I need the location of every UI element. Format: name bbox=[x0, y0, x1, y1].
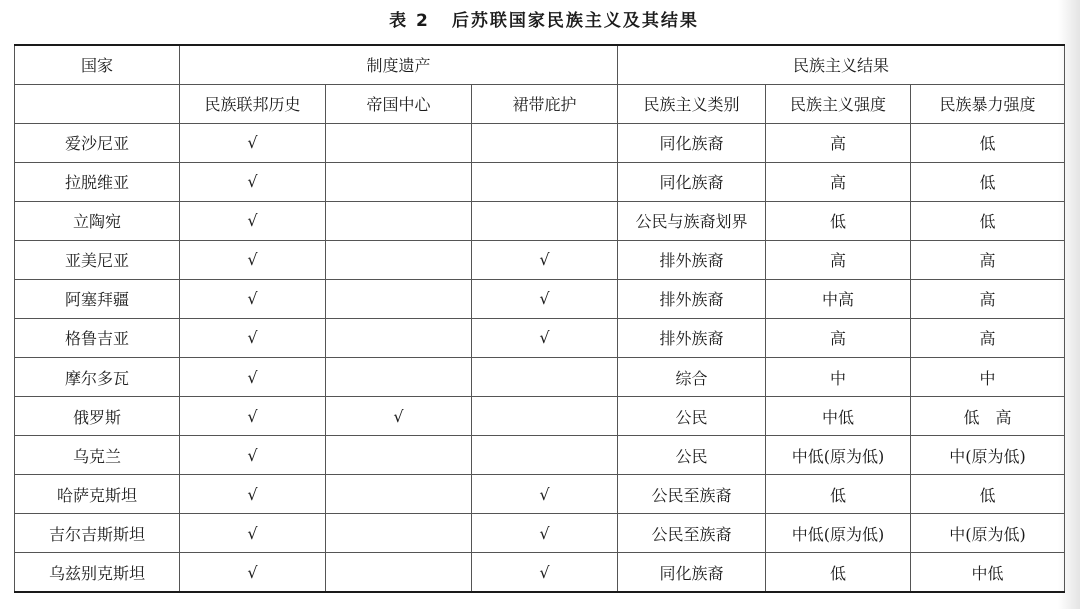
cell-patronage: √ bbox=[472, 240, 618, 279]
header-violence-intensity: 民族暴力强度 bbox=[911, 84, 1065, 123]
table-number: 表 2 bbox=[389, 11, 430, 31]
cell-violence-intensity: 中(原为低) bbox=[911, 514, 1065, 553]
cell-violence-intensity: 低 bbox=[911, 162, 1065, 201]
cell-federal-history: √ bbox=[180, 123, 326, 162]
cell-imperial-center bbox=[326, 357, 472, 396]
header-imperial-center: 帝国中心 bbox=[326, 84, 472, 123]
table-row bbox=[15, 475, 1065, 514]
cell-violence-intensity: 低 bbox=[911, 201, 1065, 240]
cell-patronage: √ bbox=[472, 514, 618, 553]
cell-federal-history: √ bbox=[180, 318, 326, 357]
cell-country: 哈萨克斯坦 bbox=[15, 475, 180, 514]
cell-violence-intensity: 中低 bbox=[911, 553, 1065, 592]
cell-nationalism-category: 同化族裔 bbox=[618, 123, 766, 162]
table-row bbox=[15, 436, 1065, 475]
table-row bbox=[15, 240, 1065, 279]
cell-patronage bbox=[472, 123, 618, 162]
cell-violence-intensity: 中 bbox=[911, 357, 1065, 396]
header-patronage: 裙带庇护 bbox=[472, 84, 618, 123]
cell-federal-history: √ bbox=[180, 553, 326, 592]
cell-violence-intensity: 低 高 bbox=[911, 397, 1065, 436]
cell-country: 乌兹别克斯坦 bbox=[15, 553, 180, 592]
cell-federal-history: √ bbox=[180, 279, 326, 318]
cell-imperial-center bbox=[326, 318, 472, 357]
cell-federal-history: √ bbox=[180, 201, 326, 240]
cell-patronage bbox=[472, 436, 618, 475]
cell-patronage bbox=[472, 397, 618, 436]
cell-federal-history: √ bbox=[180, 436, 326, 475]
table-title: 后苏联国家民族主义及其结果 bbox=[451, 11, 699, 31]
cell-federal-history: √ bbox=[180, 357, 326, 396]
cell-country: 阿塞拜疆 bbox=[15, 279, 180, 318]
cell-nationalism-category: 综合 bbox=[618, 357, 766, 396]
table-caption bbox=[0, 6, 1080, 31]
cell-violence-intensity: 中(原为低) bbox=[911, 436, 1065, 475]
cell-nationalism-intensity: 高 bbox=[766, 318, 911, 357]
cell-patronage: √ bbox=[472, 553, 618, 592]
cell-nationalism-intensity: 中低 bbox=[766, 397, 911, 436]
header-group-institutional: 制度遗产 bbox=[180, 45, 618, 84]
cell-patronage bbox=[472, 201, 618, 240]
header-country: 国家 bbox=[15, 45, 180, 84]
cell-violence-intensity: 低 bbox=[911, 123, 1065, 162]
table-row bbox=[15, 318, 1065, 357]
cell-federal-history: √ bbox=[180, 475, 326, 514]
cell-country: 摩尔多瓦 bbox=[15, 357, 180, 396]
cell-nationalism-intensity: 高 bbox=[766, 123, 911, 162]
cell-patronage: √ bbox=[472, 279, 618, 318]
cell-violence-intensity: 高 bbox=[911, 279, 1065, 318]
cell-nationalism-intensity: 中低(原为低) bbox=[766, 436, 911, 475]
cell-federal-history: √ bbox=[180, 240, 326, 279]
cell-nationalism-category: 同化族裔 bbox=[618, 553, 766, 592]
cell-country: 乌克兰 bbox=[15, 436, 180, 475]
cell-imperial-center bbox=[326, 279, 472, 318]
cell-country: 吉尔吉斯斯坦 bbox=[15, 514, 180, 553]
cell-nationalism-intensity: 高 bbox=[766, 162, 911, 201]
cell-country: 爱沙尼亚 bbox=[15, 123, 180, 162]
cell-nationalism-category: 公民 bbox=[618, 397, 766, 436]
cell-imperial-center bbox=[326, 514, 472, 553]
cell-country: 亚美尼亚 bbox=[15, 240, 180, 279]
header-nationalism-category: 民族主义类别 bbox=[618, 84, 766, 123]
cell-nationalism-category: 排外族裔 bbox=[618, 240, 766, 279]
header-federal-history: 民族联邦历史 bbox=[180, 84, 326, 123]
table-row bbox=[15, 201, 1065, 240]
cell-country: 拉脱维亚 bbox=[15, 162, 180, 201]
cell-nationalism-category: 排外族裔 bbox=[618, 279, 766, 318]
cell-imperial-center bbox=[326, 436, 472, 475]
cell-nationalism-intensity: 低 bbox=[766, 553, 911, 592]
cell-country: 立陶宛 bbox=[15, 201, 180, 240]
table-row bbox=[15, 123, 1065, 162]
header-row-columns bbox=[15, 84, 1065, 123]
cell-nationalism-intensity: 中 bbox=[766, 357, 911, 396]
cell-country: 格鲁吉亚 bbox=[15, 318, 180, 357]
cell-nationalism-category: 同化族裔 bbox=[618, 162, 766, 201]
table-row bbox=[15, 553, 1065, 592]
cell-nationalism-category: 排外族裔 bbox=[618, 318, 766, 357]
cell-imperial-center bbox=[326, 162, 472, 201]
cell-imperial-center bbox=[326, 240, 472, 279]
cell-nationalism-intensity: 低 bbox=[766, 201, 911, 240]
cell-nationalism-category: 公民与族裔划界 bbox=[618, 201, 766, 240]
cell-nationalism-category: 公民至族裔 bbox=[618, 514, 766, 553]
header-group-outcome: 民族主义结果 bbox=[618, 45, 1065, 84]
cell-patronage bbox=[472, 357, 618, 396]
cell-imperial-center bbox=[326, 553, 472, 592]
table-row bbox=[15, 357, 1065, 396]
header-row-groups bbox=[15, 45, 1065, 84]
cell-patronage: √ bbox=[472, 475, 618, 514]
table-row bbox=[15, 397, 1065, 436]
cell-violence-intensity: 低 bbox=[911, 475, 1065, 514]
cell-violence-intensity: 高 bbox=[911, 240, 1065, 279]
cell-country: 俄罗斯 bbox=[15, 397, 180, 436]
table-row bbox=[15, 162, 1065, 201]
cell-patronage: √ bbox=[472, 318, 618, 357]
cell-imperial-center: √ bbox=[326, 397, 472, 436]
cell-nationalism-intensity: 低 bbox=[766, 475, 911, 514]
nationalism-table bbox=[14, 44, 1065, 593]
cell-nationalism-category: 公民 bbox=[618, 436, 766, 475]
header-blank bbox=[15, 84, 180, 123]
cell-nationalism-intensity: 中高 bbox=[766, 279, 911, 318]
cell-nationalism-category: 公民至族裔 bbox=[618, 475, 766, 514]
cell-patronage bbox=[472, 162, 618, 201]
cell-nationalism-intensity: 中低(原为低) bbox=[766, 514, 911, 553]
table-row bbox=[15, 514, 1065, 553]
cell-imperial-center bbox=[326, 201, 472, 240]
cell-federal-history: √ bbox=[180, 162, 326, 201]
cell-imperial-center bbox=[326, 475, 472, 514]
header-nationalism-intensity: 民族主义强度 bbox=[766, 84, 911, 123]
table-row bbox=[15, 279, 1065, 318]
cell-imperial-center bbox=[326, 123, 472, 162]
cell-nationalism-intensity: 高 bbox=[766, 240, 911, 279]
cell-violence-intensity: 高 bbox=[911, 318, 1065, 357]
cell-federal-history: √ bbox=[180, 514, 326, 553]
cell-federal-history: √ bbox=[180, 397, 326, 436]
